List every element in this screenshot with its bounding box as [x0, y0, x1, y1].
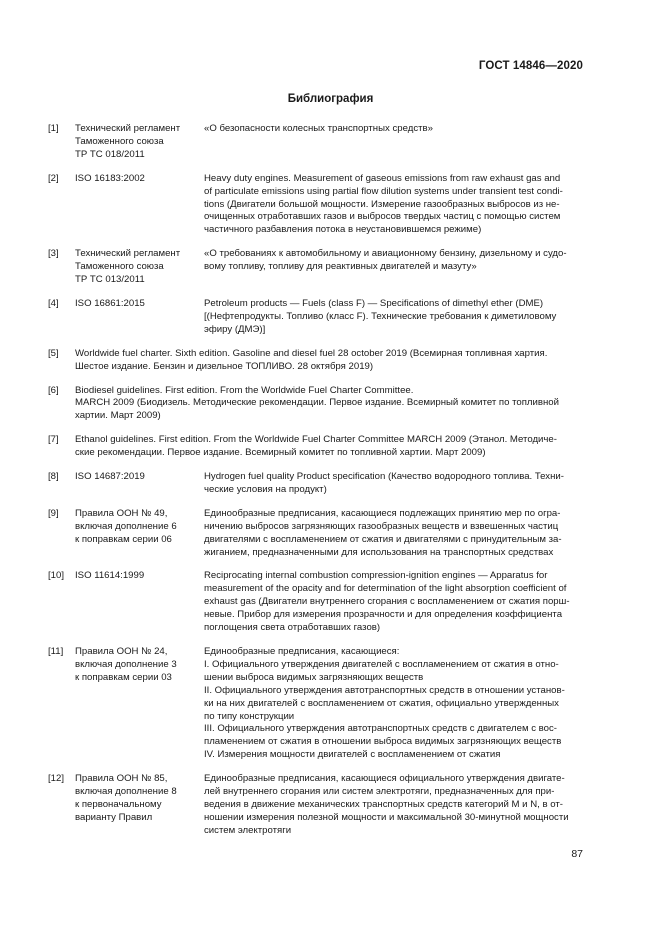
entry-source: [75, 570, 204, 635]
entry-source-line: ТР ТС 018/2011: [75, 148, 145, 160]
entry-source: [75, 773, 204, 838]
entry-description-line: жиганием, предназначенными для использования на транспортных средствах: [204, 546, 554, 558]
entry-description-line: Biodiesel guidelines. First edition. From the Worldwide Fuel Charter Committee.: [75, 384, 414, 396]
bibliography-entry: [48, 298, 585, 337]
entry-description-line: двигателями с воспламенением от сжатия и двигателями с принудительным за-: [204, 533, 562, 545]
entry-source-line: Правила ООН № 24,: [75, 646, 168, 657]
entry-description-line: [(Нефтепродукты. Топливо (класс F). Технические требования к диметиловому: [204, 310, 557, 322]
entry-description-line: лей внутреннего сгорания или систем электротяги, предназначенных для при-: [204, 786, 555, 798]
entry-description-line: Worldwide fuel charter. Sixth edition. Gasoline and diesel fuel 28 october 2019 (Всемирная топливная хартия.: [75, 347, 548, 359]
entry-description-line: невые. Прибор для измерения прозрачности и для определения коэффициента: [204, 609, 563, 621]
entry-description-line: ские рекомендации. Первое издание. Всемирный комитет по топливной хартии. Март 2009): [75, 447, 486, 459]
entry-description-line: III. Официального утверждения автотранспортных средств с двигателем с вос-: [204, 723, 557, 735]
entry-description-line: Petroleum products — Fuels (class F) — Specifications of dimethyl ether (DME): [204, 297, 544, 309]
entry-description-line: систем электротяги: [204, 824, 292, 836]
entry-description-line: Ethanol guidelines. First edition. From the Worldwide Fuel Charter Committee MARCH 2009 (Этанол. Методиче-: [75, 434, 557, 446]
page-number: 87: [571, 848, 583, 860]
entry-description-line: tions (Двигатели большой мощности. Измерение газообразных выбросов из не-: [204, 198, 560, 210]
bibliography-entry: [48, 570, 585, 635]
entry-number: [12]: [48, 773, 65, 785]
entry-description: [75, 385, 585, 424]
entry-description-line: ческие условия на продукт): [204, 483, 327, 495]
entry-source-line: к первоначальному: [75, 798, 162, 810]
standard-id: ГОСТ 14846—2020: [478, 60, 583, 72]
entry-source-line: к поправкам серии 03: [75, 671, 172, 683]
entry-description-line: по типу конструкции: [204, 710, 295, 722]
entry-description: [204, 646, 585, 762]
entry-description-line: measurement of the opacity and for determination of the light absorption coefficient of: [204, 583, 567, 595]
entry-description-line: ничению выбросов загрязняющих газообразных веществ и взвешенных частиц: [204, 520, 559, 532]
entry-number: [8]: [48, 471, 59, 483]
entry-source-line: ISO 11614:1999: [75, 570, 145, 582]
entry-number: [1]: [48, 123, 59, 134]
entry-description: [204, 298, 585, 337]
entry-number: [10]: [48, 570, 65, 582]
entry-description-line: Hydrogen fuel quality Product specification (Качество водородного топлива. Техни-: [204, 471, 564, 483]
entry-number: [5]: [48, 347, 59, 359]
entry-source: [75, 471, 204, 497]
entry-source-line: ТР ТС 013/2011: [75, 274, 145, 286]
entry-source-line: Технический регламент: [75, 248, 181, 260]
bibliography-entry: [48, 123, 585, 162]
entry-number: [7]: [48, 434, 59, 446]
bibliography-entry: [48, 773, 585, 838]
entry-description-line: эфиру (ДМЭ)]: [204, 323, 266, 335]
bibliography-entry: [48, 508, 585, 560]
bibliography-list: [48, 123, 585, 849]
entry-description-line: шении выброса видимых загрязняющих веществ: [204, 671, 424, 683]
entry-description-line: Heavy duty engines. Measurement of gaseous emissions from raw exhaust gas and: [204, 172, 561, 184]
entry-number: [4]: [48, 297, 59, 309]
entry-source: [75, 173, 204, 238]
entry-source-line: Правила ООН № 49,: [75, 507, 168, 519]
entry-description-line: Шестое издание. Бензин и дизельное ТОПЛИВО. 28 октября 2019): [75, 360, 374, 372]
entry-description: [75, 434, 585, 460]
bibliography-entry: [48, 646, 585, 762]
entry-description-line: очищенных отработавших газов и выбросов твердых частиц с помощью систем: [204, 211, 561, 223]
page-title: Библиография: [287, 93, 374, 105]
entry-source-line: к поправкам серии 06: [75, 533, 172, 545]
entry-number: [9]: [48, 507, 59, 519]
entry-description-line: частичного разбавления потока в неустановившемся режиме): [204, 224, 482, 236]
entry-number: [3]: [48, 248, 59, 260]
bibliography-entry: [48, 385, 585, 424]
entry-source-line: Таможенного союза: [75, 135, 164, 147]
entry-description: [204, 471, 585, 497]
entry-source-line: Правила ООН № 85,: [75, 773, 168, 785]
entry-description: [204, 773, 585, 838]
entry-description: [204, 173, 585, 238]
entry-description-line: хартии. Март 2009): [75, 410, 161, 422]
entry-source-line: ISO 16861:2015: [75, 297, 145, 309]
entry-description-line: Reciprocating internal combustion compression-ignition engines — Apparatus for: [204, 570, 548, 582]
entry-number: [6]: [48, 384, 59, 396]
entry-source-line: варианту Правил: [75, 811, 153, 823]
entry-description-line: поглощения света отработавших газов): [204, 622, 381, 634]
entry-source-line: включая дополнение 3: [75, 658, 177, 670]
entry-description: [75, 348, 585, 374]
entry-description-line: Единообразные предписания, касающиеся официального утверждения двигате-: [204, 773, 565, 785]
entry-number: [11]: [48, 646, 64, 657]
entry-description: [204, 123, 585, 162]
entry-description-line: ведения в движение механических транспортных средств категорий M и N, в от-: [204, 798, 563, 810]
entry-description-line: Единообразные предписания, касающиеся:: [204, 646, 400, 657]
entry-description-line: ношении измерения полезной мощности и максимальной 30-минутной мощности: [204, 811, 569, 823]
entry-description-line: ки на них двигателей с воспламенением от сжатия, официально утвержденных: [204, 697, 559, 709]
bibliography-entry: [48, 434, 585, 460]
entry-description-line: IV. Измерения мощности двигателей с воспламенением от сжатия: [204, 749, 501, 761]
entry-description: [204, 248, 585, 287]
entry-description-line: «О требованиях к автомобильному и авиационному бензину, дизельному и судо-: [204, 248, 567, 260]
bibliography-entry: [48, 173, 585, 238]
entry-description-line: Единообразные предписания, касающиеся подлежащих принятию мер по огра-: [204, 507, 561, 519]
entry-source-line: ISO 14687:2019: [75, 471, 145, 483]
bibliography-entry: [48, 471, 585, 497]
entry-source-line: Таможенного союза: [75, 261, 164, 273]
entry-description-line: MARCH 2009 (Биодизель. Методические рекомендации. Первое издание. Всемирный комитет по топливной: [75, 397, 559, 409]
entry-source: [75, 298, 204, 337]
entry-description-line: вому топливу, топливу для реактивных двигателей и мазуту»: [204, 261, 477, 273]
entry-description: [204, 570, 585, 635]
bibliography-entry: [48, 348, 585, 374]
entry-description: [204, 508, 585, 560]
entry-number: [2]: [48, 172, 59, 184]
entry-description-line: I. Официального утверждения двигателей с воспламенением от сжатия в отно-: [204, 658, 559, 670]
entry-source-line: Технический регламент: [75, 123, 181, 134]
entry-source: [75, 646, 204, 762]
entry-source-line: включая дополнение 8: [75, 786, 177, 798]
entry-description-line: «О безопасности колесных транспортных средств»: [204, 123, 433, 134]
entry-source-line: включая дополнение 6: [75, 520, 177, 532]
entry-source: [75, 123, 204, 162]
entry-source: [75, 248, 204, 287]
entry-source-line: ISO 16183:2002: [75, 172, 145, 184]
entry-description-line: exhaust gas (Двигатели внутреннего сгорания с воспламенением от сжатия порш-: [204, 596, 570, 608]
entry-source: [75, 508, 204, 560]
entry-description-line: of particulate emissions using partial flow dilution systems under transient test condi-: [204, 185, 563, 197]
entry-description-line: пламенением от сжатия в отношении выброса видимых загрязняющих веществ: [204, 736, 562, 748]
bibliography-entry: [48, 248, 585, 287]
entry-description-line: II. Официального утверждения автотранспортных средств в отношении установ-: [204, 684, 565, 696]
